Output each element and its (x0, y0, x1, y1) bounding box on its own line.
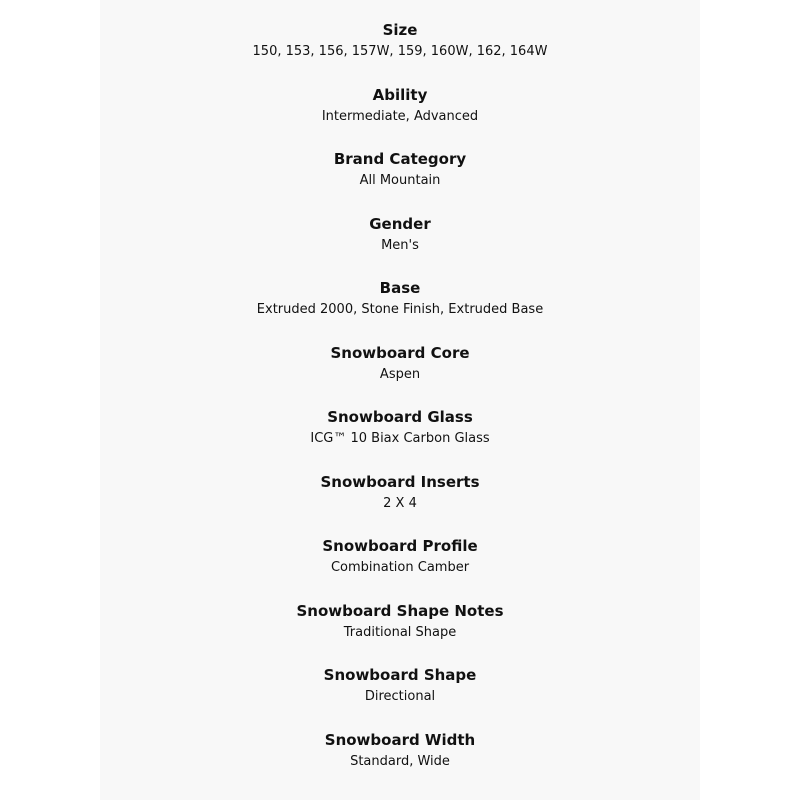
spec-label: Snowboard Width (324, 731, 476, 749)
spec-value: Men's (381, 238, 419, 253)
spec-label: Snowboard Glass (327, 408, 473, 426)
spec-label: Brand Category (333, 150, 467, 168)
spec-snowboard-inserts (100, 472, 700, 513)
spec-base (100, 278, 700, 319)
spec-size (100, 20, 700, 61)
spec-snowboard-width (100, 730, 700, 771)
spec-value: 150, 153, 156, 157W, 159, 160W, 162, 164W (252, 44, 548, 59)
spec-gender (100, 214, 700, 255)
spec-snowboard-shape (100, 665, 700, 706)
product-specs-panel (100, 0, 700, 800)
spec-value: 2 X 4 (383, 496, 417, 511)
spec-label: Snowboard Core (330, 344, 470, 362)
spec-snowboard-glass (100, 407, 700, 448)
spec-value: ICG™ 10 Biax Carbon Glass (310, 431, 490, 446)
spec-snowboard-profile (100, 536, 700, 577)
spec-label: Snowboard Profile (322, 537, 478, 555)
spec-value: Traditional Shape (343, 625, 457, 640)
spec-label: Snowboard Shape Notes (296, 602, 504, 620)
spec-snowboard-core (100, 343, 700, 384)
spec-value: Intermediate, Advanced (321, 109, 479, 124)
spec-value: All Mountain (359, 173, 441, 188)
spec-label: Gender (369, 215, 431, 233)
spec-label: Snowboard Inserts (320, 473, 480, 491)
spec-label: Base (379, 279, 421, 297)
spec-value: Standard, Wide (350, 754, 450, 769)
spec-label: Ability (372, 86, 428, 104)
spec-value: Extruded 2000, Stone Finish, Extruded Base (256, 302, 544, 317)
spec-value: Aspen (379, 367, 421, 382)
spec-label: Size (382, 21, 418, 39)
spec-ability (100, 85, 700, 126)
spec-label: Snowboard Shape (323, 666, 477, 684)
spec-value: Directional (364, 689, 436, 704)
spec-snowboard-shape-notes (100, 601, 700, 642)
spec-brand-category (100, 149, 700, 190)
spec-value: Combination Camber (330, 560, 470, 575)
